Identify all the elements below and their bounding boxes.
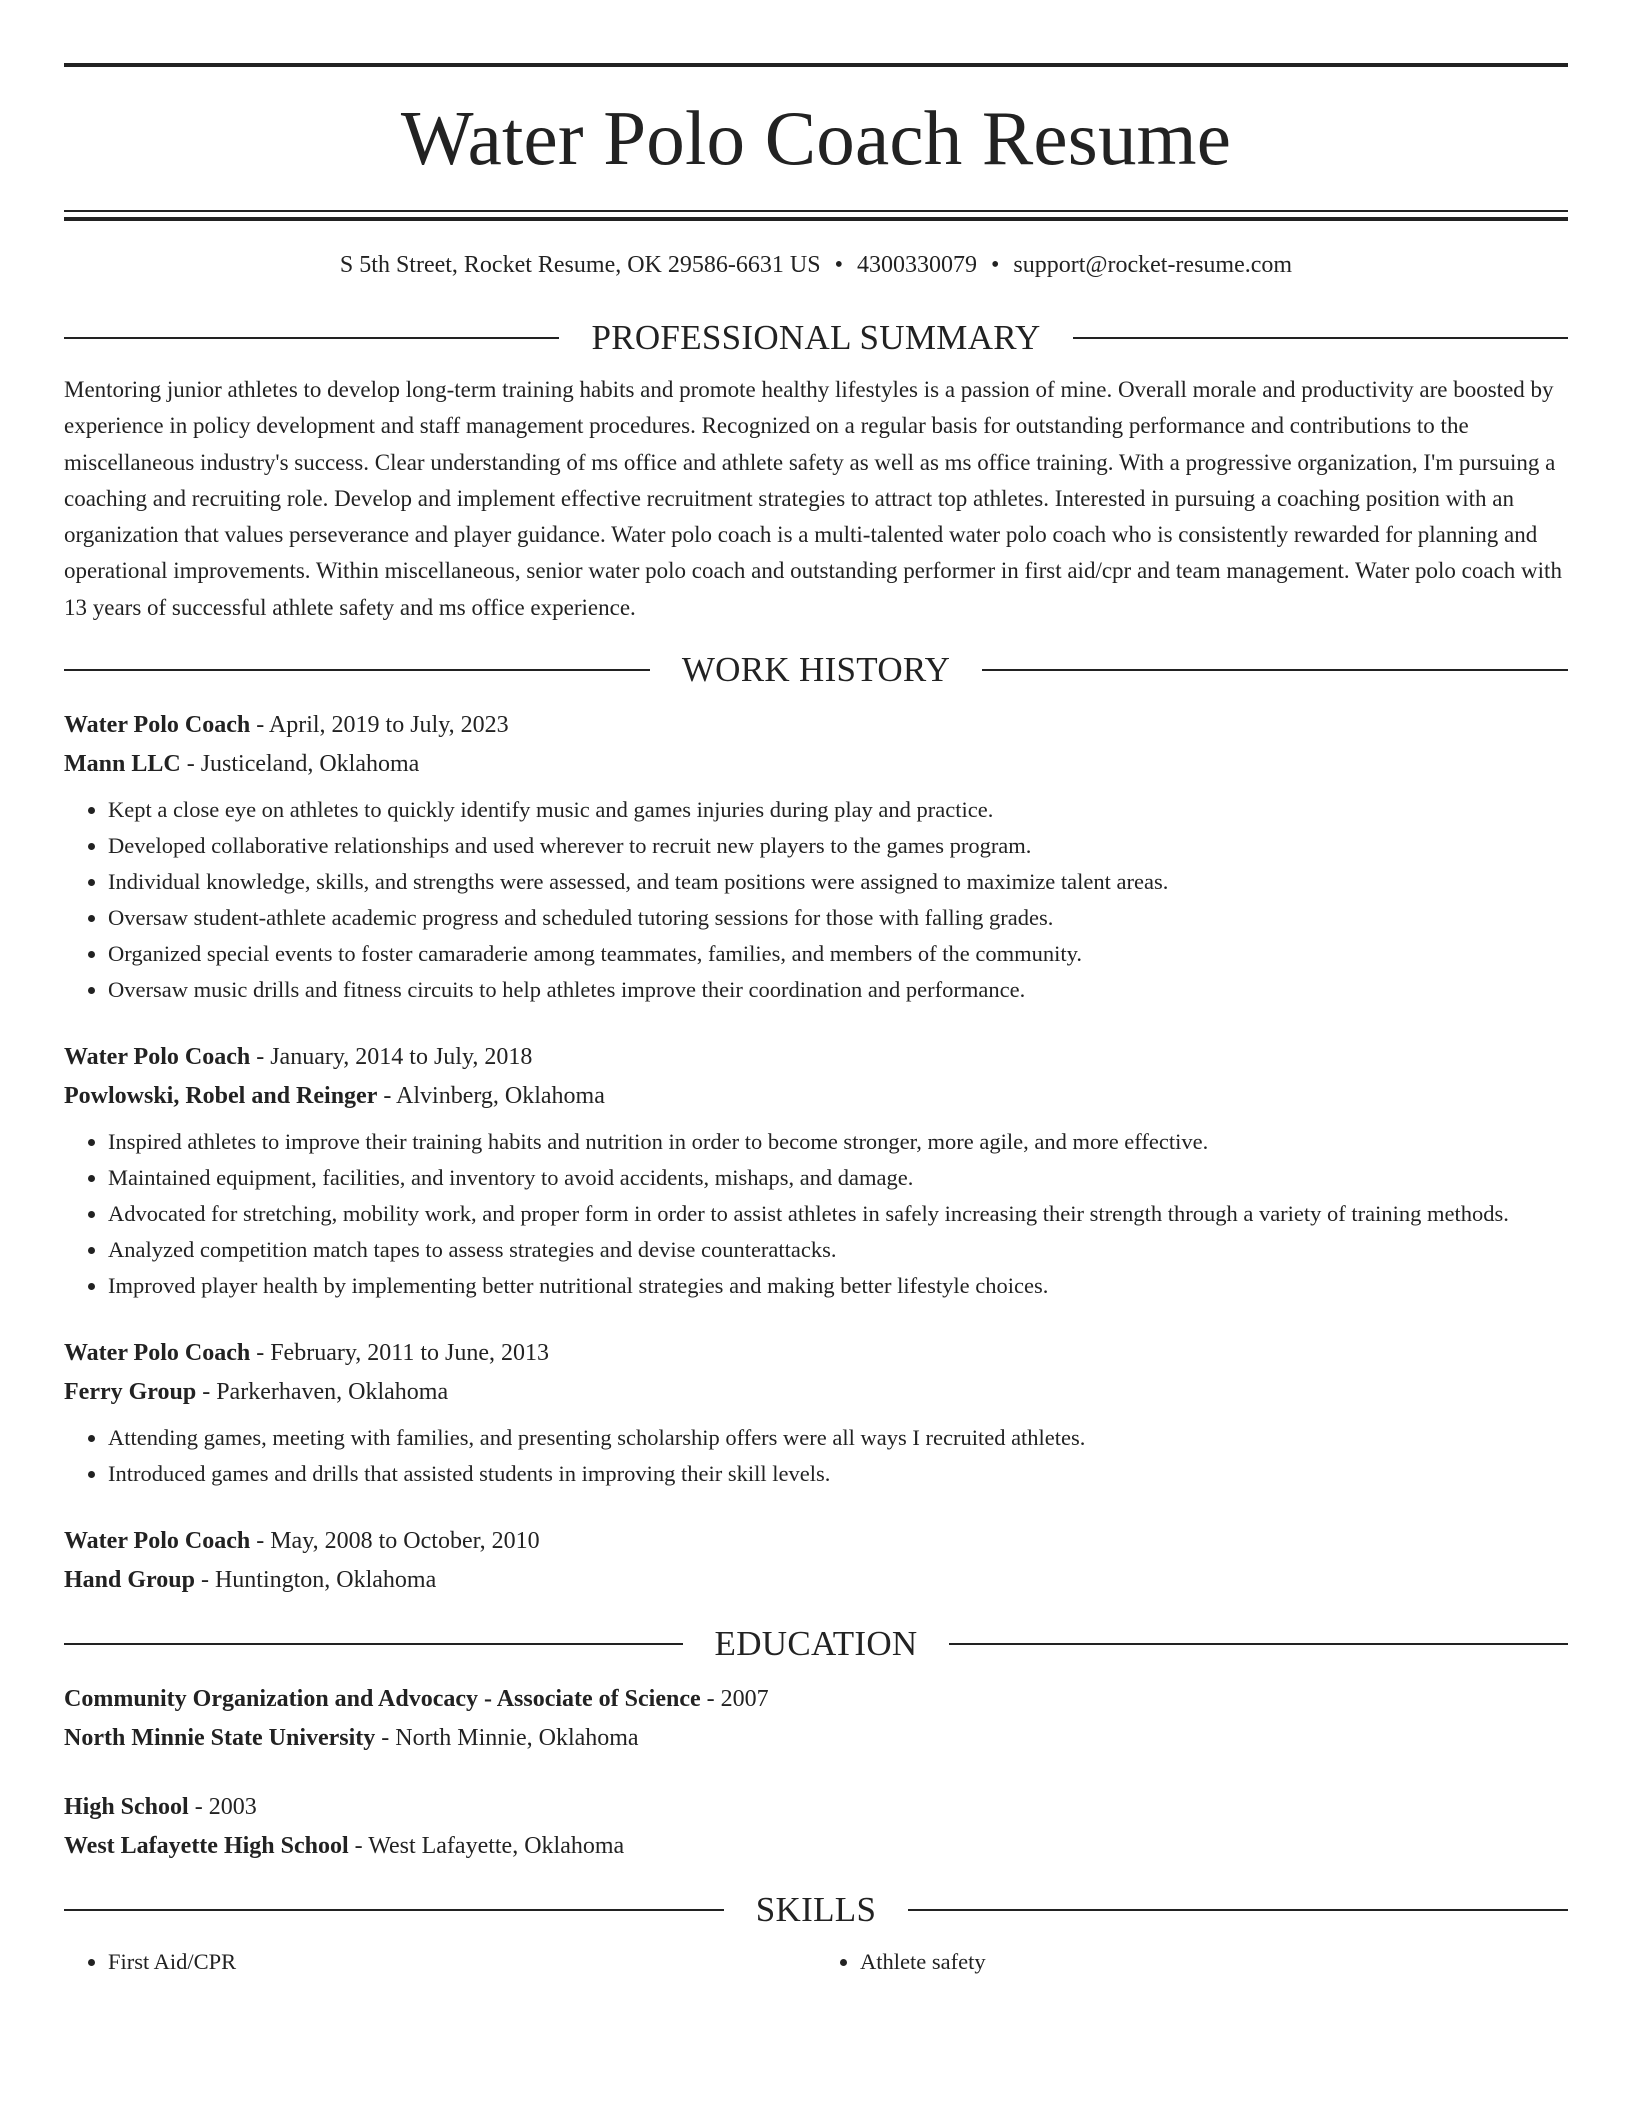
job-dates: - February, 2011 to June, 2013 (250, 1340, 550, 1367)
contact-email: support@rocket-resume.com (1013, 252, 1293, 278)
education-degree: High School (64, 1794, 189, 1821)
job-entry (64, 1522, 1568, 1600)
contact-phone: 4300330079 (856, 252, 977, 278)
resume-page (64, 0, 1568, 2112)
list-item: • Kept a close eye on athletes to quickly identify music and games injuries during play and practice. (108, 792, 1568, 828)
job-entry (64, 1038, 1568, 1304)
education-location: - West Lafayette, Oklahoma (348, 1833, 625, 1860)
list-item: • Individual knowledge, skills, and strengths were assessed, and team positions were assigned to maximize talent areas. (108, 864, 1568, 900)
top-rule (64, 63, 1568, 67)
section-title: PROFESSIONAL SUMMARY (591, 318, 1041, 357)
title-double-rule (64, 210, 1568, 221)
list-item: • Introduced games and drills that assisted students in improving their skill levels. (108, 1456, 1568, 1492)
list-item: • Maintained equipment, facilities, and inventory to avoid accidents, mishaps, and damage. (108, 1160, 1568, 1196)
section-heading-summary (64, 316, 1568, 360)
education-school: West Lafayette High School (64, 1833, 349, 1860)
job-title: Water Polo Coach (64, 712, 251, 739)
job-location: - Justiceland, Oklahoma (180, 751, 420, 778)
contact-line (64, 249, 1568, 281)
list-item: • Improved player health by implementing better nutritional strategies and making better lifestyle choices. (108, 1268, 1568, 1304)
skills-column-right (816, 1944, 1568, 1980)
job-bullets (64, 1420, 1568, 1492)
skill-item: • Athlete safety (860, 1944, 1568, 1980)
section-heading-work (64, 648, 1568, 692)
section-title: EDUCATION (714, 1624, 918, 1664)
professional-summary: Mentoring junior athletes to develop long-term training habits and promote healthy lifestyles is a passion of mine. Overall morale and productivity are boosted by experience in policy development and staff management procedures. Recognized on a regular basis for outstanding performance and contributions to the miscellaneous industry's success. Clear understanding of ms office and athlete safety as well as ms office training. With a progressive organization, I'm pursuing a coaching and recruiting role. Develop and implement effective recruitment strategies to attract top athletes. Interested in pursuing a coaching position with an organization that values perseverance and player guidance. Water polo coach is a multi-talented water polo coach who is consistently rewarded for planning and operational improvements. Within miscellaneous, senior water polo coach and outstanding performer in first aid/cpr and team management. Water polo coach with 13 years of successful athlete safety and ms office experience. (64, 377, 1562, 620)
education-degree: Community Organization and Advocacy - Associate of Science (64, 1686, 701, 1713)
education-school: North Minnie State University (64, 1725, 376, 1752)
job-dates: - April, 2019 to July, 2023 (250, 712, 509, 739)
list-item: • Inspired athletes to improve their training habits and nutrition in order to become stronger, more agile, and more effective. (108, 1124, 1568, 1160)
job-location: - Alvinberg, Oklahoma (377, 1083, 605, 1110)
list-item: • Analyzed competition match tapes to assess strategies and devise counterattacks. (108, 1232, 1568, 1268)
skills-list (64, 1944, 1568, 1980)
section-title: SKILLS (755, 1890, 877, 1930)
job-location: - Huntington, Oklahoma (194, 1567, 437, 1594)
job-bullets (64, 792, 1568, 1008)
job-title: Water Polo Coach (64, 1340, 251, 1367)
list-item: • Oversaw music drills and fitness circuits to help athletes improve their coordination and performance. (108, 972, 1568, 1008)
job-location: - Parkerhaven, Oklahoma (196, 1379, 449, 1406)
job-title: Water Polo Coach (64, 1044, 251, 1071)
job-company: Powlowski, Robel and Reinger (64, 1083, 378, 1110)
contact-separator: • (990, 252, 1000, 278)
section-heading-education (64, 1622, 1568, 1666)
job-entry (64, 706, 1568, 1008)
job-dates: - January, 2014 to July, 2018 (250, 1044, 533, 1071)
list-item: • Organized special events to foster camaraderie among teammates, families, and members of the community. (108, 936, 1568, 972)
education-entry (64, 1788, 1568, 1866)
skills-column-left (64, 1944, 816, 1980)
job-entry (64, 1334, 1568, 1492)
job-title: Water Polo Coach (64, 1528, 251, 1555)
skill-item: • First Aid/CPR (108, 1944, 816, 1980)
job-company: Mann LLC (64, 751, 181, 778)
job-company: Hand Group (64, 1567, 195, 1594)
job-dates: - May, 2008 to October, 2010 (250, 1528, 540, 1555)
education-year: - 2003 (188, 1794, 257, 1821)
education-location: - North Minnie, Oklahoma (375, 1725, 639, 1752)
education-entry (64, 1680, 1568, 1758)
resume-title: Water Polo Coach Resume (400, 95, 1232, 181)
list-item: • Oversaw student-athlete academic progress and scheduled tutoring sessions for those with falling grades. (108, 900, 1568, 936)
list-item: • Advocated for stretching, mobility work, and proper form in order to assist athletes in safely increasing their strength through a variety of training methods. (108, 1196, 1568, 1232)
contact-separator: • (834, 252, 843, 278)
section-heading-skills (64, 1888, 1568, 1932)
job-company: Ferry Group (64, 1379, 197, 1406)
list-item: • Developed collaborative relationships and used wherever to recruit new players to the games program. (108, 828, 1568, 864)
list-item: • Attending games, meeting with families, and presenting scholarship offers were all ways I recruited athletes. (108, 1420, 1568, 1456)
education-year: - 2007 (700, 1686, 769, 1713)
job-bullets (64, 1124, 1568, 1304)
section-title: WORK HISTORY (681, 650, 951, 690)
contact-address: S 5th Street, Rocket Resume, OK 29586-6631 US (339, 252, 821, 278)
